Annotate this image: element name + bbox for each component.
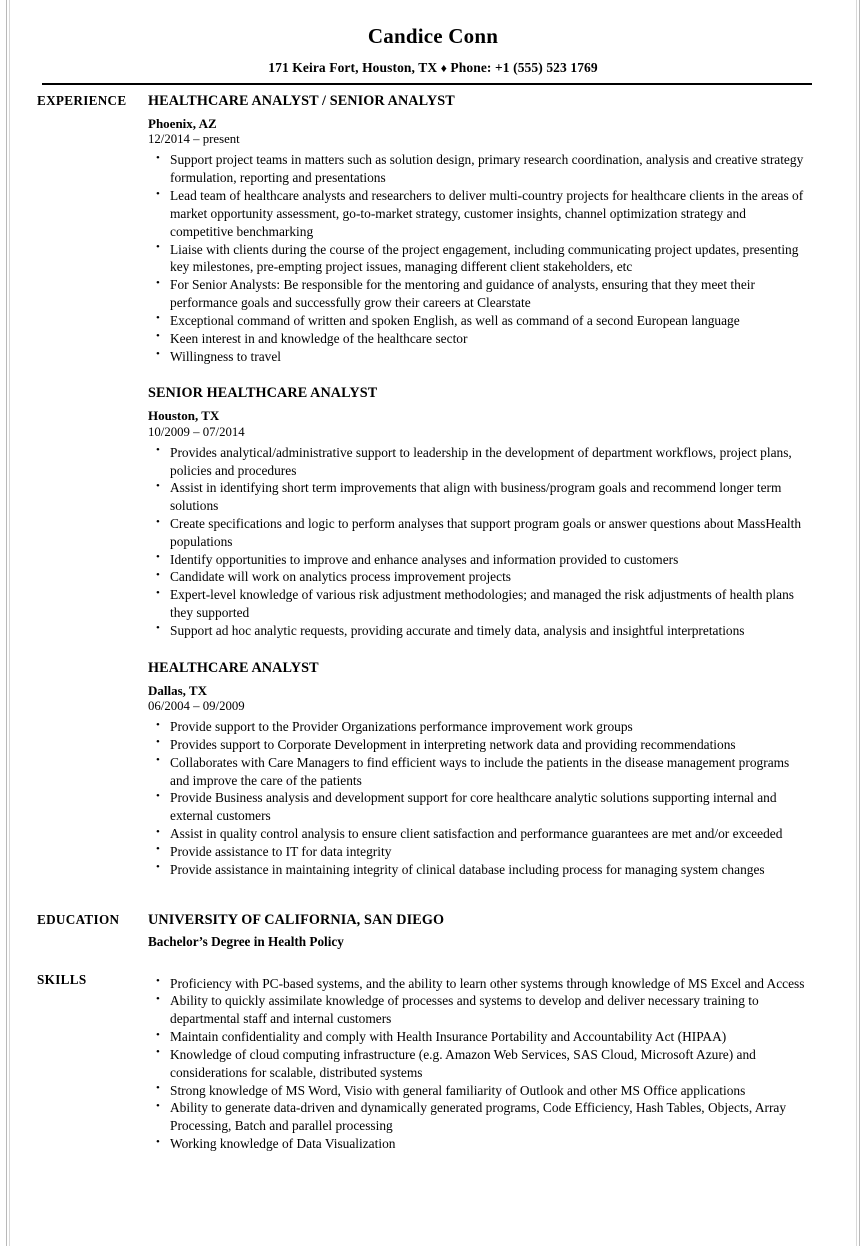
education-section xyxy=(12,912,854,950)
spacer xyxy=(12,85,854,93)
education-degree: Bachelor’s Degree in Health Policy xyxy=(148,933,344,949)
list-item: • Willingness to travel xyxy=(148,348,810,366)
list-item: • Identify opportunities to improve and enhance analyses and information provided to customers xyxy=(148,551,810,569)
job-dates: 10/2009 – 07/2014 xyxy=(148,424,245,439)
contact-line xyxy=(12,60,854,76)
list-item: • Assist in identifying short term improvements that align with business/program goals and recommend longer term solutions xyxy=(148,479,810,515)
spacer xyxy=(12,950,854,972)
list-item: • Ability to generate data-driven and dynamically generated programs, Code Efficiency, Hash Tables, Objects, Array Processing, Batch and parallel processing xyxy=(148,1099,810,1135)
list-item: • Proficiency with PC-based systems, and the ability to learn other systems through knowledge of MS Excel and Access xyxy=(148,975,810,993)
list-item: • Candidate will work on analytics process improvement projects xyxy=(148,568,810,586)
list-item: • Knowledge of cloud computing infrastructure (e.g. Amazon Web Services, SAS Cloud, Microsoft Azure) and considerations for scalable, distributed systems xyxy=(148,1046,810,1082)
job-dates: 06/2004 – 09/2009 xyxy=(148,699,245,714)
spacer xyxy=(148,640,810,660)
job-entry xyxy=(148,660,810,879)
job-entry xyxy=(148,385,810,639)
experience-section xyxy=(12,93,854,878)
job-location: Dallas, TX xyxy=(148,682,207,698)
job-dates: 12/2014 – present xyxy=(148,132,240,147)
page-border-right xyxy=(859,0,860,1246)
list-item: • Support ad hoc analytic requests, providing accurate and timely data, analysis and insightful interpretations xyxy=(148,622,810,640)
page-border-left xyxy=(6,0,7,1246)
list-item: • Provides analytical/administrative support to leadership in the development of department workflows, project plans, policies and procedures xyxy=(148,444,810,480)
list-item: • Expert-level knowledge of various risk adjustment methodologies; and managed the risk adjustments of health plans they supported xyxy=(148,586,810,622)
job-bullet-list xyxy=(148,718,810,878)
candidate-name: Candice Conn xyxy=(367,24,499,48)
list-item: • Collaborates with Care Managers to find efficient ways to include the patients in the disease management programs and improve the care of the patients xyxy=(148,754,810,790)
list-item: • Provide support to the Provider Organizations performance improvement work groups xyxy=(148,718,810,736)
education-label: EDUCATION xyxy=(37,911,120,927)
list-item: • Liaise with clients during the course of the project engagement, including communicating project updates, presenting key milestones, pre-empting project issues, managing different client stakeholders, etc xyxy=(148,241,810,277)
list-item: • Maintain confidentiality and comply with Health Insurance Portability and Accountability Act (HIPAA) xyxy=(148,1028,810,1046)
page-border-left-inner xyxy=(9,0,10,1246)
skills-section xyxy=(12,972,854,1153)
list-item: • Assist in quality control analysis to ensure client satisfaction and performance guarantees are met and/or exceeded xyxy=(148,825,810,843)
list-item: • Working knowledge of Data Visualization xyxy=(148,1135,810,1153)
job-location: Phoenix, AZ xyxy=(148,115,217,131)
experience-label: EXPERIENCE xyxy=(37,93,127,109)
experience-content xyxy=(148,93,854,878)
education-school: UNIVERSITY OF CALIFORNIA, SAN DIEGO xyxy=(148,911,445,928)
resume-sheet xyxy=(12,0,854,1153)
job-bullet-list xyxy=(148,444,810,640)
job-title: HEALTHCARE ANALYST / SENIOR ANALYST xyxy=(148,93,455,110)
list-item: • Ability to quickly assimilate knowledge of processes and systems to develop and deliver necessary training to departmental staff and internal customers xyxy=(148,992,810,1028)
contact-address: 171 Keira Fort, Houston, TX xyxy=(268,60,438,76)
list-item: • Exceptional command of written and spoken English, as well as command of a second European language xyxy=(148,312,810,330)
list-item: • Keen interest in and knowledge of the healthcare sector xyxy=(148,330,810,348)
list-item: • Create specifications and logic to perform analyses that support program goals or answer questions about MassHealth populations xyxy=(148,515,810,551)
skills-label: SKILLS xyxy=(37,971,87,987)
contact-phone: Phone: +1 (555) 523 1769 xyxy=(450,60,598,76)
list-item: • For Senior Analysts: Be responsible for the mentoring and guidance of analysts, ensuring that they meet their performance goals and successfully grow their careers at Clearstate xyxy=(148,276,810,312)
page-border-right-inner xyxy=(856,0,857,1246)
education-content xyxy=(148,912,854,950)
list-item: • Provides support to Corporate Development in interpreting network data and providing recommendations xyxy=(148,736,810,754)
job-location: Houston, TX xyxy=(148,408,220,424)
spacer xyxy=(148,365,810,385)
job-title: SENIOR HEALTHCARE ANALYST xyxy=(148,385,378,402)
list-item: • Provide Business analysis and development support for core healthcare analytic solutions supporting internal and external customers xyxy=(148,789,810,825)
list-item: • Provide assistance to IT for data integrity xyxy=(148,843,810,861)
job-title: HEALTHCARE ANALYST xyxy=(148,659,319,676)
spacer xyxy=(12,879,854,912)
list-item: • Provide assistance in maintaining integrity of clinical database including process for managing system changes xyxy=(148,861,810,879)
skills-bullet-list xyxy=(148,975,810,1153)
skills-content xyxy=(148,972,854,1153)
diamond-separator-icon: ♦ xyxy=(440,61,447,76)
list-item: • Lead team of healthcare analysts and researchers to deliver multi-country projects for healthcare clients in the areas of market opportunity assessment, go-to-market strategy, customer insights, channel optimization strategy and competitive benchmarking xyxy=(148,187,810,240)
job-bullet-list xyxy=(148,151,810,365)
list-item: • Support project teams in matters such as solution design, primary research coordination, analysis and creative strategy formulation, reporting and presentations xyxy=(148,151,810,187)
list-item: • Strong knowledge of MS Word, Visio with general familiarity of Outlook and other MS Office applications xyxy=(148,1082,810,1100)
job-entry xyxy=(148,93,810,365)
